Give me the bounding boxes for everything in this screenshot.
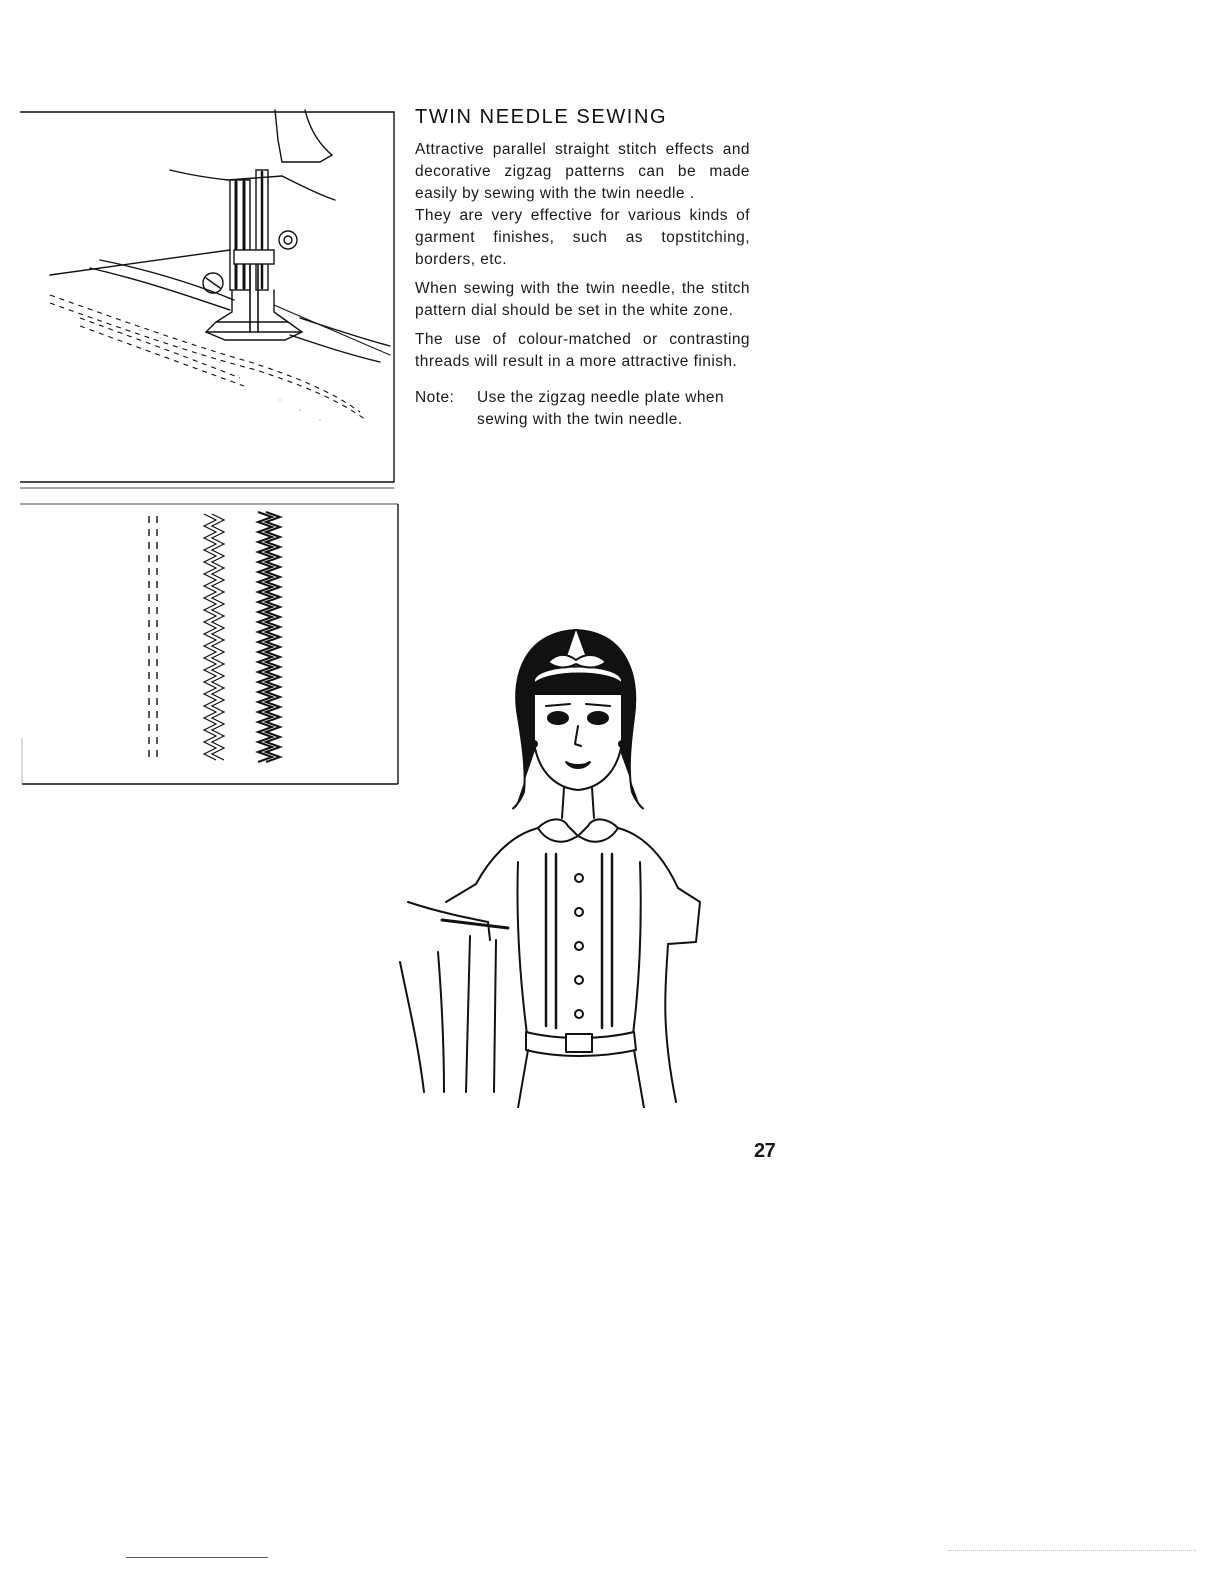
woman-blouse-icon bbox=[378, 622, 718, 1108]
note bbox=[415, 387, 750, 431]
instruction-text bbox=[415, 104, 750, 431]
note-text: Use the zigzag needle plate when sewing with the twin needle. bbox=[477, 389, 725, 428]
footer-link-underline bbox=[126, 1557, 268, 1558]
paragraph-dial: When sewing with the twin needle, the stitch pattern dial should be set in the white zone. bbox=[415, 280, 750, 319]
twin-stitch-icon bbox=[20, 498, 402, 788]
paragraph-uses: They are very effective for various kinds of garment finishes, such as topstitching, borders, etc. bbox=[415, 207, 750, 268]
stitch-samples-illustration bbox=[20, 498, 402, 788]
paragraph-threads: The use of colour-matched or contrasting threads will result in a more attractive finish. bbox=[415, 331, 750, 370]
woman-illustration bbox=[378, 622, 718, 1108]
sewing-machine-icon bbox=[20, 100, 400, 495]
footer-rule bbox=[948, 1550, 1196, 1551]
section-title: TWIN NEEDLE SEWING bbox=[415, 106, 668, 128]
sewing-machine-illustration bbox=[20, 100, 400, 495]
note-label: Note: bbox=[415, 389, 455, 406]
paragraph-intro: Attractive parallel straight stitch effects and decorative zigzag patterns can be made easily by sewing with the twin needle . bbox=[415, 141, 750, 202]
page-number: 27 bbox=[754, 1140, 776, 1162]
